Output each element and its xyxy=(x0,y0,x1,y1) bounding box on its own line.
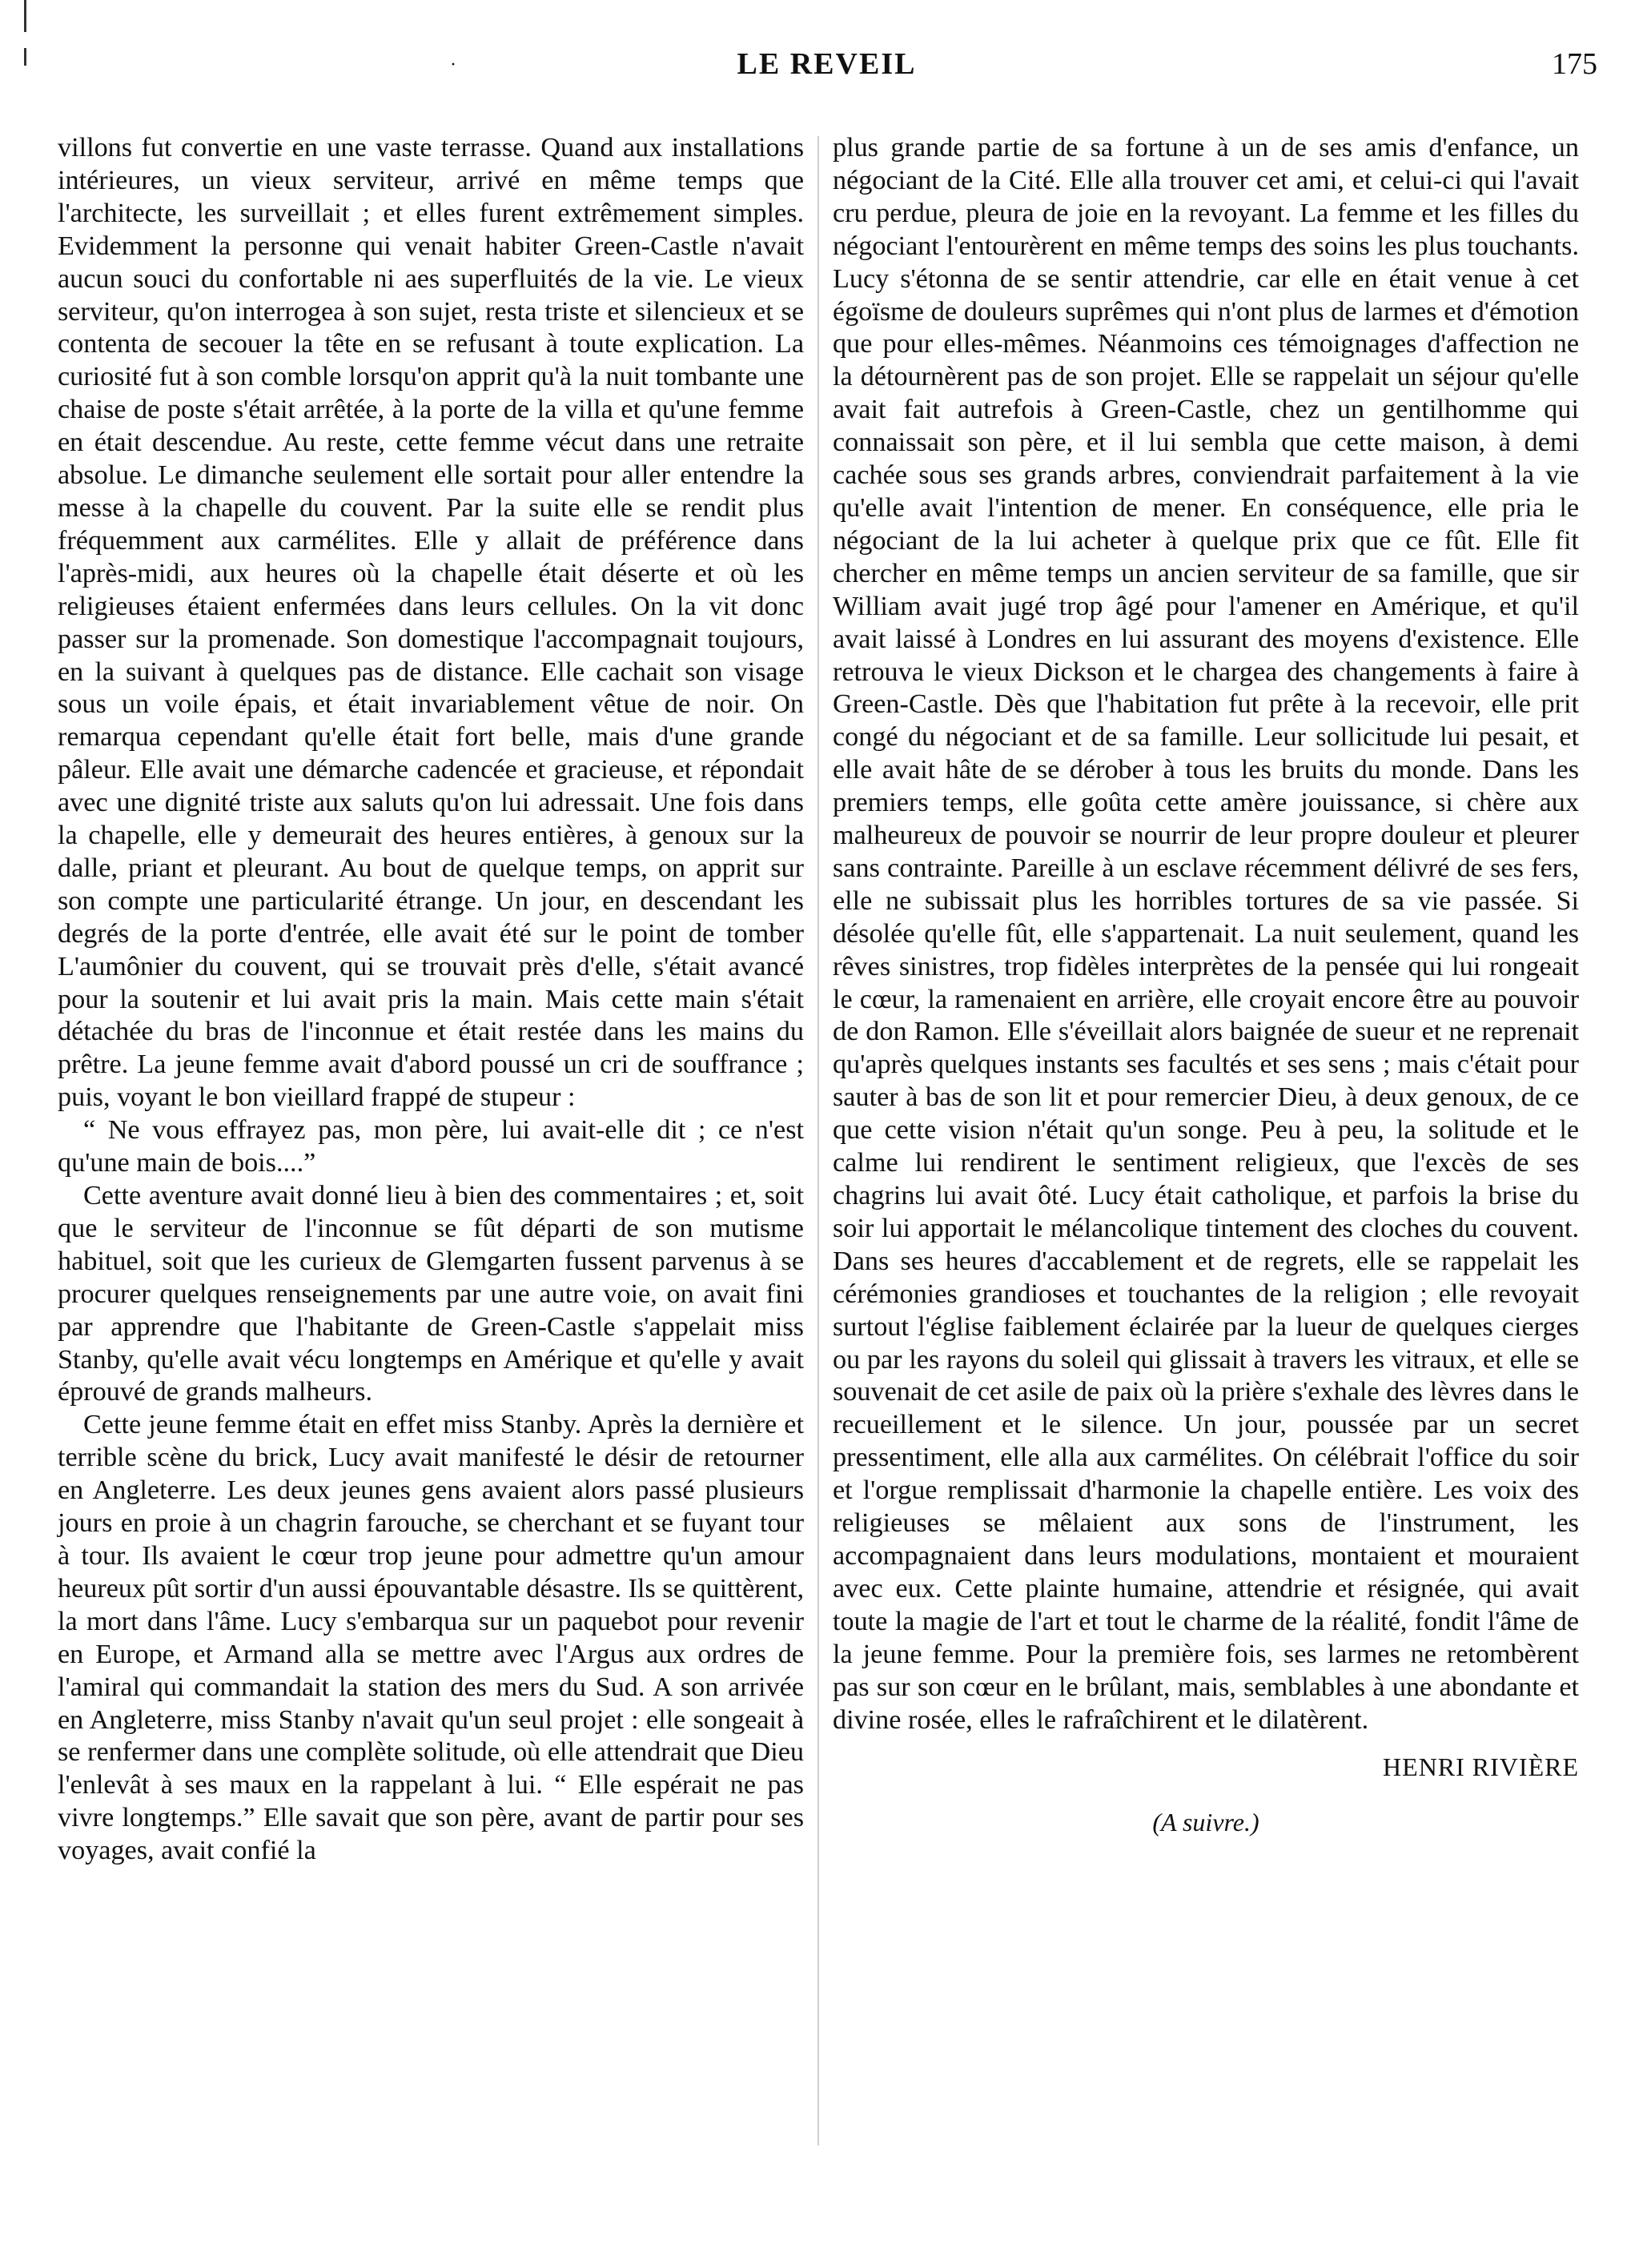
paragraph: villons fut convertie en une vaste terrasse. Quand aux installations intérieures, un vieux serviteur, arrivé en même temps que l'architecte, les surveillait ; et elles furent extrêmement simples. Evidemment la personne qui venait habiter Green-Castle n'avait aucun souci du confortable ni aes superfluités de la vie. Le vieux serviteur, qu'on interrogea à son sujet, resta triste et silencieux et se contenta de secouer la tête en se refusant à toute explication. La curiosité fut à son comble lorsqu'on apprit qu'à la nuit tombante une chaise de poste s'était arrêtée, à la porte de la villa et qu'une femme en était descendue. Au reste, cette femme vécut dans une retraite absolue. Le dimanche seulement elle sortait pour aller entendre la messe à la chapelle du couvent. Par la suite elle se rendit plus fréquemment aux carmélites. Elle y allait de préférence dans l'après-midi, aux heures où la chapelle était déserte et où les religieuses étaient enfermées dans leurs cellules. On la vit donc passer sur la promenade. Son domestique l'accompagnait toujours, en la suivant à quelques pas de distance. Elle cachait son visage sous un voile épais, et était invariablement vêtue de noir. On remarqua cependant qu'elle était fort belle, mais d'une grande pâleur. Elle avait une démarche cadencée et gracieuse, et répondait avec une dignité triste aux saluts qu'on lui adressait. Une fois dans la chapelle, elle y demeurait des heures entières, à genoux sur la dalle, priant et pleurant. Au bout de quelque temps, on apprit sur son compte une particularité étrange. Un jour, en descendant les degrés de la porte d'entrée, elle avait été sur le point de tomber L'aumônier du couvent, qui se trouvait près d'elle, s'était avancé pour la soutenir et lui avait pris la main. Mais cette main s'était détachée du bras de l'inconnue et était restée dans les mains du prêtre. La jeune femme avait d'abord poussé un cri de souffrance ; puis, voyant le bon vieillard frappé de stupeur : xyxy=(58,133,804,1113)
right-column xyxy=(833,132,1579,1839)
paragraph: Cette aventure avait donné lieu à bien des commentaires ; et, soit que le serviteur de l'inconnue se fût départi de son mutisme habituel, soit que les curieux de Glemgarten fussent parvenus à se procurer quelques renseignements par une autre voie, on avait fini par apprendre que l'habitante de Green-Castle s'appelait miss Stanby, qu'elle avait vécu longtemps en Amérique et qu'elle y avait éprouvé de grands malheurs. xyxy=(58,1181,804,1407)
margin-rule-mark xyxy=(24,48,26,66)
paragraph: Cette jeune femme était en effet miss Stanby. Après la dernière et terrible scène du brick, Lucy avait manifesté le désir de retourner en Angleterre. Les deux jeunes gens avaient alors passé plusieurs jours en proie à un chagrin farouche, se cherchant et se fuyant tour à tour. Ils avaient le cœur trop jeune pour admettre qu'un amour heureux pût sortir d'un aussi épouvantable désastre. Ils se quittèrent, la mort dans l'âme. Lucy s'embarqua sur un paquebot pour revenir en Europe, et Armand alla se mettre avec l'Argus aux ordres de l'amiral qui commandait la station des mers du Sud. A son arrivée en Angleterre, miss Stanby n'avait qu'un seul projet : elle songeait à se renfermer dans une complète solitude, où elle attendrait que Dieu l'enlevât à ses maux en la rappelant à lui. “ Elle espérait ne pas vivre longtemps.” Elle savait que son père, avant de partir pour ses voyages, avait confié la xyxy=(58,1410,804,1866)
left-column xyxy=(58,132,804,1868)
page-header xyxy=(56,46,1597,94)
margin-rule-top xyxy=(24,0,26,32)
header-dot: · xyxy=(450,54,456,75)
running-title: LE REVEIL xyxy=(737,47,917,81)
author-signature: HENRI RIVIÈRE xyxy=(1383,1752,1579,1782)
column-divider xyxy=(817,136,819,2146)
to-be-continued: (A suivre.) xyxy=(1152,1808,1259,1837)
page-number: 175 xyxy=(1552,47,1597,81)
paragraph-quote: “ Ne vous effrayez pas, mon père, lui avait-elle dit ; ce n'est qu'une main de bois....” xyxy=(58,1115,804,1178)
paragraph: plus grande partie de sa fortune à un de ses amis d'enfance, un négociant de la Cité. Elle alla trouver cet ami, et celui-ci qui l'avait cru perdue, pleura de joie en la revoyant. La femme et les filles du négociant l'entourèrent en même temps des soins les plus touchants. Lucy s'étonna de se sentir attendrie, car elle en était venue à cet égoïsme de douleurs suprêmes qui n'ont plus de larmes et d'émotion que pour elles-mêmes. Néanmoins ces témoignages d'affection ne la détournèrent pas de son projet. Elle se rappelait un séjour qu'elle avait fait autrefois à Green-Castle, chez un gentilhomme qui connaissait son père, et il lui sembla que cette maison, à demi cachée sous ses grands arbres, conviendrait parfaitement à la vie qu'elle avait l'intention de mener. En conséquence, elle pria le négociant de la lui acheter à quelque prix que ce fût. Elle fit chercher en même temps un ancien serviteur de sa famille, que sir William avait jugé trop âgé pour l'amener en Amérique, et qu'il avait laissé à Londres en lui assurant des moyens d'existence. Elle retrouva le vieux Dickson et le chargea des changements à faire à Green-Castle. Dès que l'habitation fut prête à la recevoir, elle prit congé du négociant et de sa famille. Leur sollicitude lui pesait, et elle avait hâte de se dérober à tous les bruits du monde. Dans les premiers temps, elle goûta cette amère jouissance, si chère aux malheureux de pouvoir se nourrir de leur propre douleur et pleurer sans contrainte. Pareille à un esclave récemment délivré de ses fers, elle ne subissait plus les horribles tortures de sa vie passée. Si désolée qu'elle fût, elle s'appartenait. La nuit seulement, quand les rêves sinistres, trop fidèles interprètes de la pensée qui lui rongeait le cœur, la ramenaient en arrière, elle croyait encore être au pouvoir de don Ramon. Elle s'éveillait alors baignée de sueur et ne reprenait qu'après quelques instants ses facultés et ses sens ; mais c'était pour sauter à bas de son lit et pour remercier Dieu, à deux genoux, de ce que cette vision n'était qu'un songe. Peu à peu, la solitude et le calme lui rendirent le sentiment religieux, que l'excès de ses chagrins lui avait ôté. Lucy était catholique, et parfois la brise du soir lui apportait le mélancolique tintement des cloches du couvent. Dans ses heures d'accablement et de regrets, elle se rappelait les cérémonies grandioses et touchantes de la religion ; elle revoyait surtout l'église faiblement éclairée par la lueur de quelques cierges ou par les rayons du soleil qui glissait à travers les vitraux, et elle se souvenait de cet asile de paix où la prière s'exhale des lèvres dans le recueillement et le silence. Un jour, poussée par un secret pressentiment, elle alla aux carmélites. On célébrait l'office du soir et l'orgue remplissait d'harmonie la chapelle entière. Les voix des religieuses se mêlaient aux sons de l'instrument, les accompagnaient dans leurs modulations, montaient et mouraient avec eux. Cette plainte humaine, attendrie et résignée, qui avait toute la magie de l'art et tout le charme de la réalité, fondit l'âme de la jeune femme. Pour la première fois, ses larmes ne retombèrent pas sur son cœur en le brûlant, mais, semblables à une abondante et divine rosée, elles le rafraîchirent et le dilatèrent. xyxy=(833,133,1579,1735)
